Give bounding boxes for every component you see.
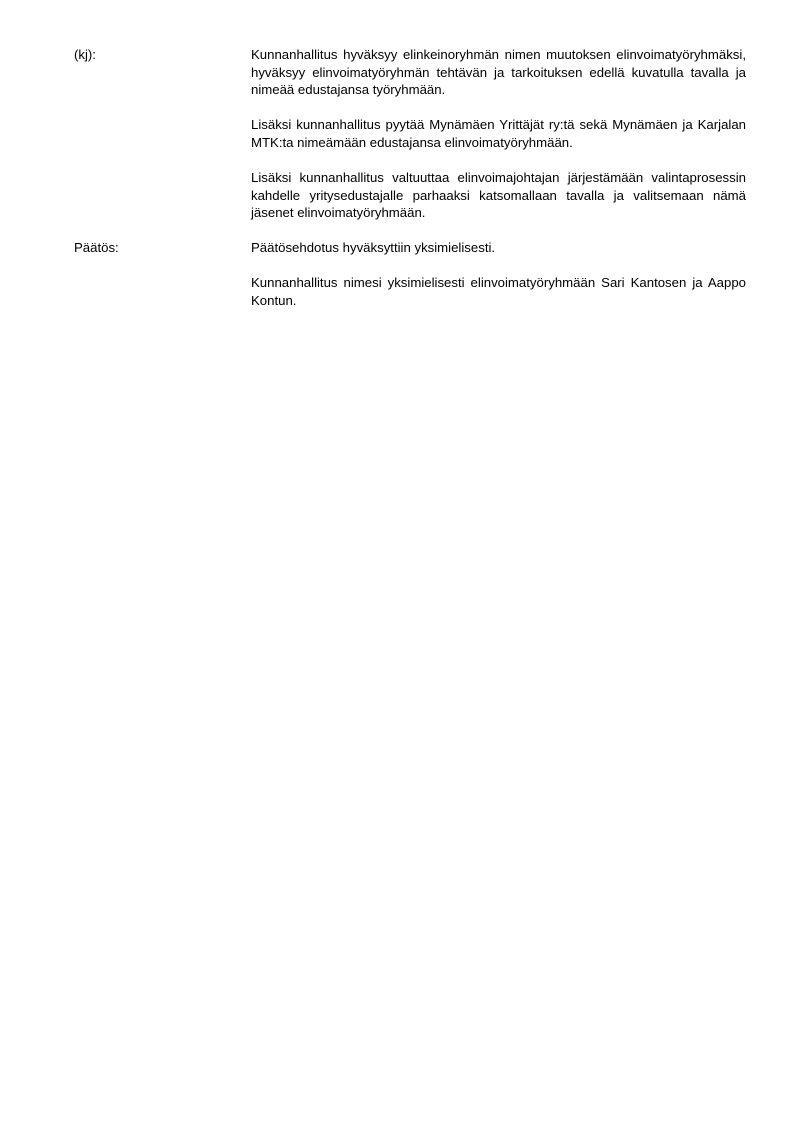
paragraph: Kunnanhallitus nimesi yksimielisesti elinvoimatyöryhmään Sari Kantosen ja Aappo Kontun.: [251, 275, 746, 308]
paragraph: Päätösehdotus hyväksyttiin yksimielisesti.: [251, 240, 496, 256]
section-label-paatos: Päätös:: [74, 240, 119, 256]
section-paatos: [74, 239, 746, 309]
section-body-paatos: [251, 239, 746, 309]
section-kj: [74, 46, 746, 222]
section-body-kj: [251, 46, 746, 222]
document-content: [74, 46, 746, 310]
section-label-kj: (kj):: [74, 47, 96, 62]
paragraph: Lisäksi kunnanhallitus valtuuttaa elinvoimajohtajan järjestämään valintaprosessin kahdelle yritysedustajalle parhaaksi katsomallaan tavalla ja valitsemaan nämä jäsenet elinvoimatyöryhmään.: [251, 169, 746, 221]
paragraph: Kunnanhallitus hyväksyy elinkeinoryhmän nimen muutoksen elinvoimatyöryhmäksi, hyväksyy elinvoimatyöryhmän tehtävän ja tarkoituksen edellä kuvatulla tavalla ja nimeää edustajansa työryhmään.: [251, 47, 746, 98]
paragraph: Lisäksi kunnanhallitus pyytää Mynämäen Yrittäjät ry:tä sekä Mynämäen ja Karjalan MTK:ta nimeämään edustajansa elinvoimatyöryhmään.: [251, 117, 746, 150]
